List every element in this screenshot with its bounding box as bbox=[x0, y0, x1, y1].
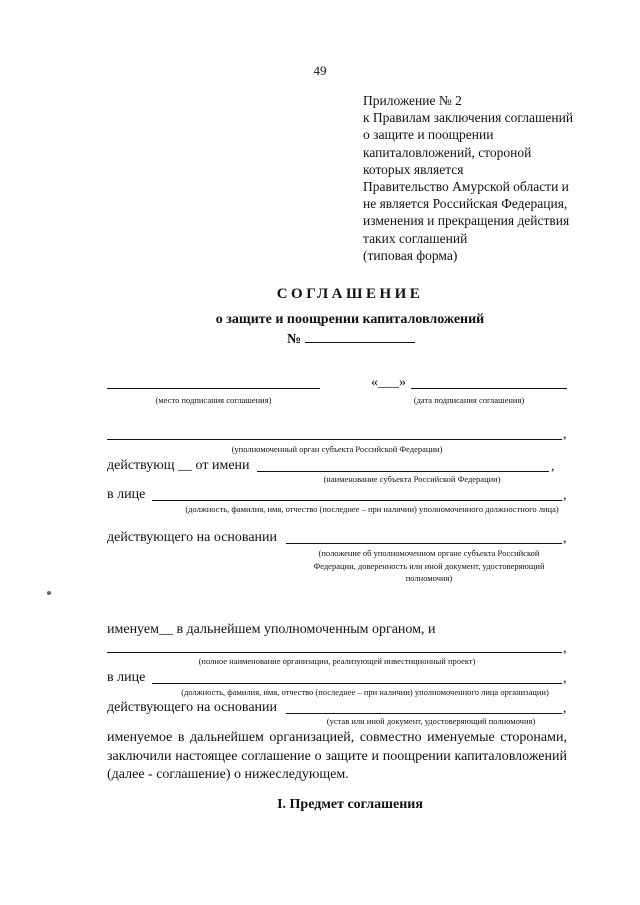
appendix-line: о защите и поощрении bbox=[363, 127, 494, 143]
number-label: № bbox=[287, 332, 302, 347]
appendix-line: которых является bbox=[363, 161, 464, 177]
appendix-line: таких соглашений bbox=[363, 230, 468, 246]
subject-blank[interactable] bbox=[257, 471, 549, 472]
person2-blank[interactable] bbox=[152, 683, 562, 684]
basis2-blank[interactable] bbox=[286, 713, 562, 714]
date-blank[interactable] bbox=[411, 388, 567, 389]
comma: , bbox=[563, 488, 567, 503]
basis2-caption: (устав или иной документ, удостоверяющий полномочия) bbox=[326, 716, 536, 726]
document-subtitle: о защите и поощрении капиталовложений bbox=[215, 312, 485, 327]
agreement-number bbox=[287, 330, 415, 348]
date-prefix: «___» bbox=[371, 375, 406, 390]
page-number: 49 bbox=[313, 63, 327, 78]
appendix-line: не является Российская Федерация, bbox=[363, 196, 568, 212]
person-caption: (должность, фамилия, имя, отчество (последнее – при наличии) уполномоченного должностного лица) bbox=[185, 504, 559, 514]
appendix-block bbox=[363, 92, 603, 264]
comma: , bbox=[563, 641, 567, 656]
comma: , bbox=[563, 427, 567, 442]
document-title: СОГЛАШЕНИЕ bbox=[276, 286, 424, 302]
place-blank[interactable] bbox=[107, 388, 320, 389]
organ-caption: (уполномоченный орган субъекта Российской Федерации) bbox=[231, 444, 443, 454]
scan-mark bbox=[47, 591, 51, 595]
comma: , bbox=[563, 531, 567, 546]
person2-label: в лице bbox=[107, 670, 146, 685]
org-blank[interactable] bbox=[107, 652, 562, 653]
organ-blank[interactable] bbox=[107, 439, 562, 440]
basis2-label: действующего на основании bbox=[107, 700, 278, 715]
subject-caption: (наименование субъекта Российской Федерации) bbox=[323, 474, 501, 484]
comma: , bbox=[563, 701, 567, 716]
comma: , bbox=[551, 459, 555, 474]
number-blank[interactable] bbox=[305, 330, 415, 343]
person2-caption: (должность, фамилия, имя, отчество (последнее – при наличии) уполномоченного лица организации) bbox=[181, 687, 549, 697]
closing-paragraph: именуемое в дальнейшем организацией, совместно именуемые сторонами, заключили настоящее соглашение о защите и поощрении капиталовложений (далее - соглашение) о нижеследующем. bbox=[107, 730, 567, 782]
place-caption: (место подписания соглашения) bbox=[155, 395, 272, 405]
basis-blank[interactable] bbox=[286, 543, 562, 544]
appendix-line: капиталовложений, стороной bbox=[363, 144, 532, 160]
comma: , bbox=[563, 671, 567, 686]
date-caption: (дата подписания соглашения) bbox=[413, 395, 525, 405]
appendix-line: к Правилам заключения соглашений bbox=[363, 110, 574, 126]
basis-label: действующего на основании bbox=[107, 530, 278, 545]
appendix-line: Приложение № 2 bbox=[363, 93, 462, 108]
acting-label: действующ __ от имени bbox=[107, 458, 250, 473]
appendix-line: Правительство Амурской области и bbox=[363, 179, 569, 195]
org-caption: (полное наименование организации, реализующей инвестиционный проект) bbox=[198, 656, 476, 666]
named-organ-text: именуем__ в дальнейшем уполномоченным органом, и bbox=[107, 622, 436, 637]
appendix-line: изменения и прекращения действия bbox=[363, 213, 570, 229]
section-heading: I. Предмет соглашения bbox=[277, 797, 423, 812]
person-label: в лице bbox=[107, 487, 146, 502]
basis-caption: (положение об уполномоченном органе субъекта Российской Федерации, доверенность или иной документ, удостоверяющий полномочия) bbox=[313, 548, 545, 583]
appendix-line: (типовая форма) bbox=[363, 247, 458, 263]
person-blank[interactable] bbox=[152, 500, 562, 501]
